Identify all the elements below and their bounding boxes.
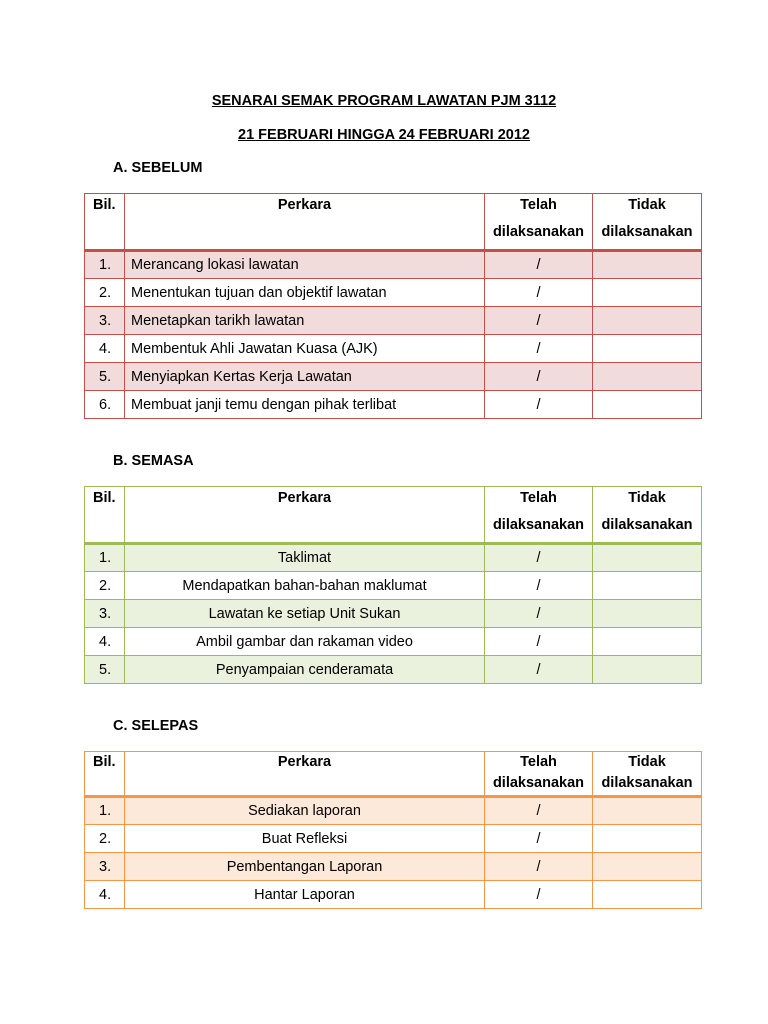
- table-row: [85, 656, 702, 684]
- row-number: 4.: [85, 628, 125, 656]
- row-number: 1.: [85, 251, 125, 279]
- row-telah-mark: /: [485, 628, 593, 656]
- row-tidak-mark: [593, 628, 702, 656]
- row-item: Penyampaian cenderamata: [125, 656, 485, 684]
- row-telah-mark: /: [485, 572, 593, 600]
- row-number: 3.: [85, 600, 125, 628]
- row-number: 3.: [85, 853, 125, 881]
- table-row: [85, 391, 702, 419]
- table-row: [85, 797, 702, 825]
- table-row: [85, 572, 702, 600]
- row-tidak-mark: [593, 251, 702, 279]
- row-tidak-mark: [593, 656, 702, 684]
- header-telah-dilaksanakan: Telah dilaksanakan: [485, 752, 593, 797]
- row-tidak-mark: [593, 600, 702, 628]
- row-item: Menetapkan tarikh lawatan: [125, 307, 485, 335]
- table-header-row: [85, 487, 702, 544]
- row-number: 6.: [85, 391, 125, 419]
- row-item: Menentukan tujuan dan objektif lawatan: [125, 279, 485, 307]
- row-item: Membentuk Ahli Jawatan Kuasa (AJK): [125, 335, 485, 363]
- header-tidak-dilaksanakan: Tidak dilaksanakan: [593, 752, 702, 797]
- table-row: [85, 853, 702, 881]
- row-telah-mark: /: [485, 335, 593, 363]
- document-date-range: 21 FEBRUARI HINGGA 24 FEBRUARI 2012: [238, 127, 530, 143]
- table-row: [85, 335, 702, 363]
- row-tidak-mark: [593, 572, 702, 600]
- header-bil: Bil.: [85, 752, 125, 797]
- header-perkara: Perkara: [125, 194, 485, 251]
- row-number: 2.: [85, 825, 125, 853]
- header-bil: Bil.: [85, 194, 125, 251]
- row-telah-mark: /: [485, 797, 593, 825]
- section-heading-selepas: C. SELEPAS: [113, 718, 199, 734]
- row-item: Buat Refleksi: [125, 825, 485, 853]
- row-item: Mendapatkan bahan-bahan maklumat: [125, 572, 485, 600]
- checklist-table-selepas: [84, 751, 702, 909]
- header-tidak-dilaksanakan: Tidak dilaksanakan: [593, 487, 702, 544]
- header-telah-dilaksanakan: Telah dilaksanakan: [485, 194, 593, 251]
- row-number: 4.: [85, 881, 125, 909]
- row-number: 4.: [85, 335, 125, 363]
- row-telah-mark: /: [485, 656, 593, 684]
- row-item: Membuat janji temu dengan pihak terlibat: [125, 391, 485, 419]
- row-telah-mark: /: [485, 279, 593, 307]
- row-tidak-mark: [593, 797, 702, 825]
- row-tidak-mark: [593, 363, 702, 391]
- row-telah-mark: /: [485, 251, 593, 279]
- section-heading-sebelum: A. SEBELUM: [113, 160, 203, 176]
- table-row: [85, 251, 702, 279]
- row-number: 5.: [85, 656, 125, 684]
- row-item: Hantar Laporan: [125, 881, 485, 909]
- row-telah-mark: /: [485, 307, 593, 335]
- row-number: 1.: [85, 544, 125, 572]
- table-row: [85, 881, 702, 909]
- row-item: Taklimat: [125, 544, 485, 572]
- row-telah-mark: /: [485, 853, 593, 881]
- header-telah-dilaksanakan: Telah dilaksanakan: [485, 487, 593, 544]
- table-row: [85, 628, 702, 656]
- table-row: [85, 279, 702, 307]
- row-tidak-mark: [593, 825, 702, 853]
- row-number: 3.: [85, 307, 125, 335]
- row-item: Ambil gambar dan rakaman video: [125, 628, 485, 656]
- header-tidak-dilaksanakan: Tidak dilaksanakan: [593, 194, 702, 251]
- row-item: Lawatan ke setiap Unit Sukan: [125, 600, 485, 628]
- row-tidak-mark: [593, 881, 702, 909]
- row-telah-mark: /: [485, 363, 593, 391]
- table-row: [85, 307, 702, 335]
- row-item: Sediakan laporan: [125, 797, 485, 825]
- row-telah-mark: /: [485, 825, 593, 853]
- header-bil: Bil.: [85, 487, 125, 544]
- row-item: Merancang lokasi lawatan: [125, 251, 485, 279]
- table-row: [85, 600, 702, 628]
- row-number: 5.: [85, 363, 125, 391]
- table-row: [85, 544, 702, 572]
- row-tidak-mark: [593, 544, 702, 572]
- checklist-table-semasa: [84, 486, 702, 684]
- row-tidak-mark: [593, 335, 702, 363]
- document-title: SENARAI SEMAK PROGRAM LAWATAN PJM 3112: [211, 93, 557, 109]
- row-number: 2.: [85, 279, 125, 307]
- section-heading-semasa: B. SEMASA: [113, 453, 194, 469]
- table-row: [85, 363, 702, 391]
- row-item: Pembentangan Laporan: [125, 853, 485, 881]
- table-header-row: [85, 194, 702, 251]
- row-telah-mark: /: [485, 881, 593, 909]
- header-perkara: Perkara: [125, 752, 485, 797]
- header-perkara: Perkara: [125, 487, 485, 544]
- row-tidak-mark: [593, 307, 702, 335]
- row-number: 1.: [85, 797, 125, 825]
- row-item: Menyiapkan Kertas Kerja Lawatan: [125, 363, 485, 391]
- row-tidak-mark: [593, 853, 702, 881]
- table-header-row: [85, 752, 702, 797]
- checklist-table-sebelum: [84, 193, 702, 419]
- row-telah-mark: /: [485, 544, 593, 572]
- row-tidak-mark: [593, 279, 702, 307]
- row-number: 2.: [85, 572, 125, 600]
- row-telah-mark: /: [485, 600, 593, 628]
- table-row: [85, 825, 702, 853]
- row-telah-mark: /: [485, 391, 593, 419]
- row-tidak-mark: [593, 391, 702, 419]
